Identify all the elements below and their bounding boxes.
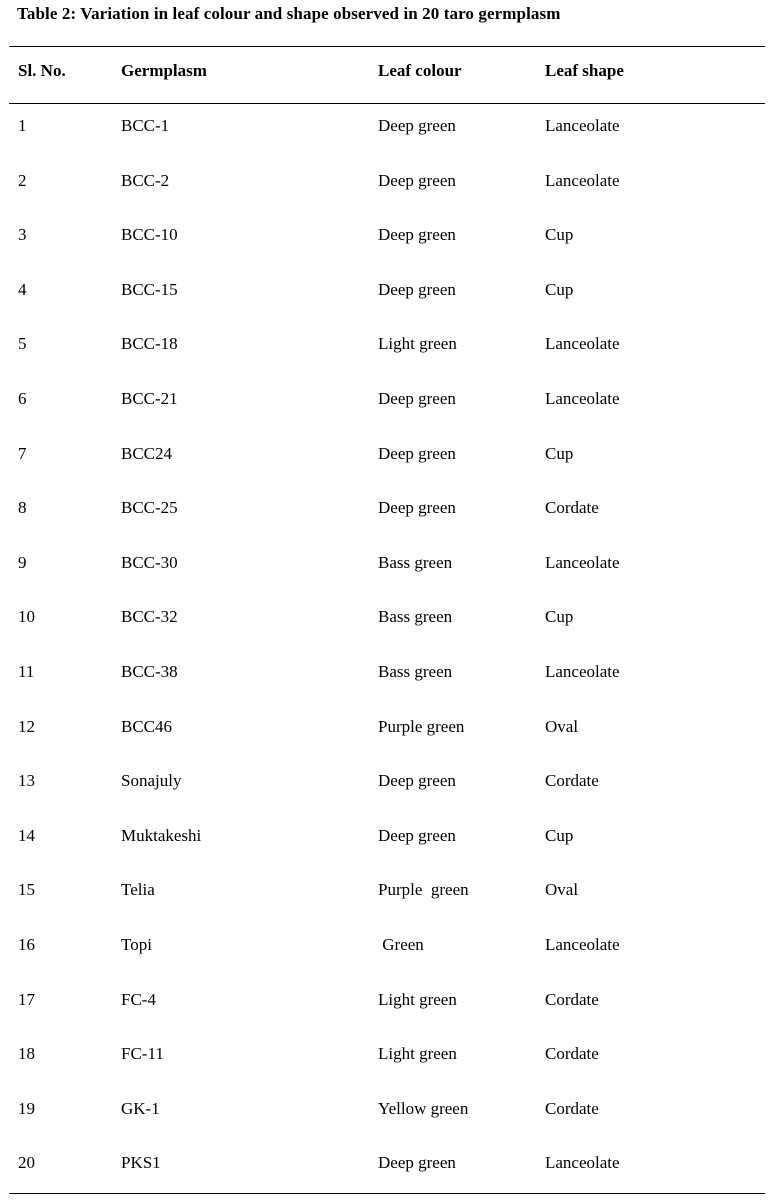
table-bottom-rule (9, 1193, 765, 1194)
row-germplasm: BCC-18 (121, 334, 178, 354)
row-leaf-colour: Green (378, 935, 424, 954)
row-leaf-colour: Light green (378, 334, 457, 354)
row-germplasm: BCC24 (121, 443, 173, 463)
row-germplasm: BCC-2 (121, 170, 170, 190)
row-leaf-shape: Lanceolate (545, 935, 620, 954)
header-sl-no: Sl. No. (18, 61, 66, 80)
row-germplasm: BCC-1 (121, 116, 170, 135)
row-sl-no: 8 (18, 498, 27, 518)
row-germplasm: BCC-21 (121, 389, 178, 408)
table-row (0, 878, 771, 902)
row-germplasm: BCC-25 (121, 498, 178, 518)
row-leaf-shape: Cordate (545, 1044, 599, 1064)
row-leaf-shape: Cup (545, 279, 574, 299)
table-row (0, 442, 771, 466)
row-germplasm: FC-4 (121, 989, 156, 1009)
row-leaf-colour: Deep green (378, 771, 456, 791)
row-germplasm: Muktakeshi (121, 825, 202, 845)
row-leaf-colour: Yellow green (378, 1098, 469, 1118)
row-sl-no: 20 (18, 1153, 35, 1173)
table-row (0, 933, 771, 957)
row-germplasm: BCC-10 (121, 225, 178, 245)
table-top-rule (9, 46, 765, 47)
row-sl-no: 16 (18, 935, 35, 954)
row-leaf-colour: Deep green (378, 116, 456, 135)
row-leaf-shape: Lanceolate (545, 334, 620, 354)
table-row (0, 1042, 771, 1066)
row-leaf-shape: Lanceolate (545, 170, 620, 190)
header-leaf-shape: Leaf shape (545, 61, 624, 80)
row-leaf-colour: Deep green (378, 1153, 456, 1173)
row-leaf-colour: Light green (378, 1044, 457, 1064)
row-leaf-shape: Oval (545, 716, 579, 736)
row-leaf-colour: Deep green (378, 443, 456, 463)
row-leaf-shape: Lanceolate (545, 662, 620, 681)
table-row (0, 769, 771, 793)
row-germplasm: BCC46 (121, 716, 173, 736)
row-leaf-colour: Purple green (378, 880, 469, 900)
row-germplasm: FC-11 (121, 1044, 164, 1064)
table-row (0, 278, 771, 302)
row-leaf-colour: Bass green (378, 662, 453, 681)
row-sl-no: 7 (18, 443, 27, 463)
row-sl-no: 2 (18, 170, 27, 190)
row-leaf-shape: Cup (545, 607, 574, 627)
row-sl-no: 5 (18, 334, 27, 354)
table-row (0, 1151, 771, 1175)
row-leaf-colour: Bass green (378, 607, 453, 627)
table-row (0, 169, 771, 193)
row-leaf-colour: Deep green (378, 225, 456, 245)
row-leaf-shape: Cup (545, 825, 574, 845)
header-leaf-colour: Leaf colour (378, 61, 462, 80)
row-leaf-shape: Lanceolate (545, 116, 620, 135)
row-leaf-colour: Light green (378, 989, 457, 1009)
row-leaf-colour: Deep green (378, 170, 456, 190)
row-leaf-colour: Deep green (378, 389, 456, 408)
row-leaf-shape: Cup (545, 443, 574, 463)
row-sl-no: 10 (18, 607, 35, 627)
row-sl-no: 1 (18, 116, 27, 135)
row-leaf-colour: Deep green (378, 498, 456, 518)
row-sl-no: 9 (18, 552, 27, 572)
row-leaf-shape: Cup (545, 225, 574, 245)
row-leaf-shape: Lanceolate (545, 1153, 620, 1173)
table-row (0, 715, 771, 739)
row-sl-no: 4 (18, 279, 27, 299)
table-row (0, 496, 771, 520)
row-sl-no: 12 (18, 716, 35, 736)
row-sl-no: 13 (18, 771, 35, 791)
row-leaf-shape: Lanceolate (545, 389, 620, 408)
row-germplasm: Sonajuly (121, 771, 182, 791)
row-germplasm: Topi (121, 935, 152, 954)
table-row (0, 387, 771, 411)
row-leaf-colour: Deep green (378, 279, 456, 299)
table-row (0, 1097, 771, 1121)
row-leaf-shape: Oval (545, 880, 579, 900)
table-row (0, 114, 771, 138)
row-leaf-shape: Lanceolate (545, 552, 620, 572)
row-sl-no: 3 (18, 225, 27, 245)
row-sl-no: 17 (18, 989, 35, 1009)
header-germplasm: Germplasm (121, 61, 207, 80)
row-leaf-shape: Cordate (545, 989, 599, 1009)
table-row (0, 223, 771, 247)
row-leaf-shape: Cordate (545, 1098, 599, 1118)
table-row (0, 988, 771, 1012)
table-row (0, 332, 771, 356)
row-germplasm: GK-1 (121, 1098, 160, 1118)
row-sl-no: 6 (18, 389, 27, 408)
row-sl-no: 18 (18, 1044, 35, 1064)
table-row (0, 660, 771, 684)
row-leaf-shape: Cordate (545, 498, 599, 518)
row-leaf-shape: Cordate (545, 771, 599, 791)
row-germplasm: PKS1 (121, 1153, 161, 1173)
row-leaf-colour: Purple green (378, 716, 465, 736)
table-row (0, 551, 771, 575)
table-caption: Table 2: Variation in leaf colour and shape observed in 20 taro germplasm (17, 4, 561, 23)
row-sl-no: 11 (18, 662, 35, 681)
row-germplasm: BCC-32 (121, 607, 178, 627)
row-leaf-colour: Bass green (378, 552, 453, 572)
row-sl-no: 14 (18, 825, 35, 845)
row-germplasm: BCC-38 (121, 662, 178, 681)
row-germplasm: BCC-30 (121, 552, 178, 572)
row-leaf-colour: Deep green (378, 825, 456, 845)
table-header-row (0, 59, 771, 83)
table-header-rule (9, 103, 765, 104)
row-germplasm: BCC-15 (121, 279, 178, 299)
row-germplasm: Telia (121, 880, 155, 900)
row-sl-no: 15 (18, 880, 35, 900)
table-row (0, 824, 771, 848)
row-sl-no: 19 (18, 1098, 35, 1118)
table-row (0, 605, 771, 629)
